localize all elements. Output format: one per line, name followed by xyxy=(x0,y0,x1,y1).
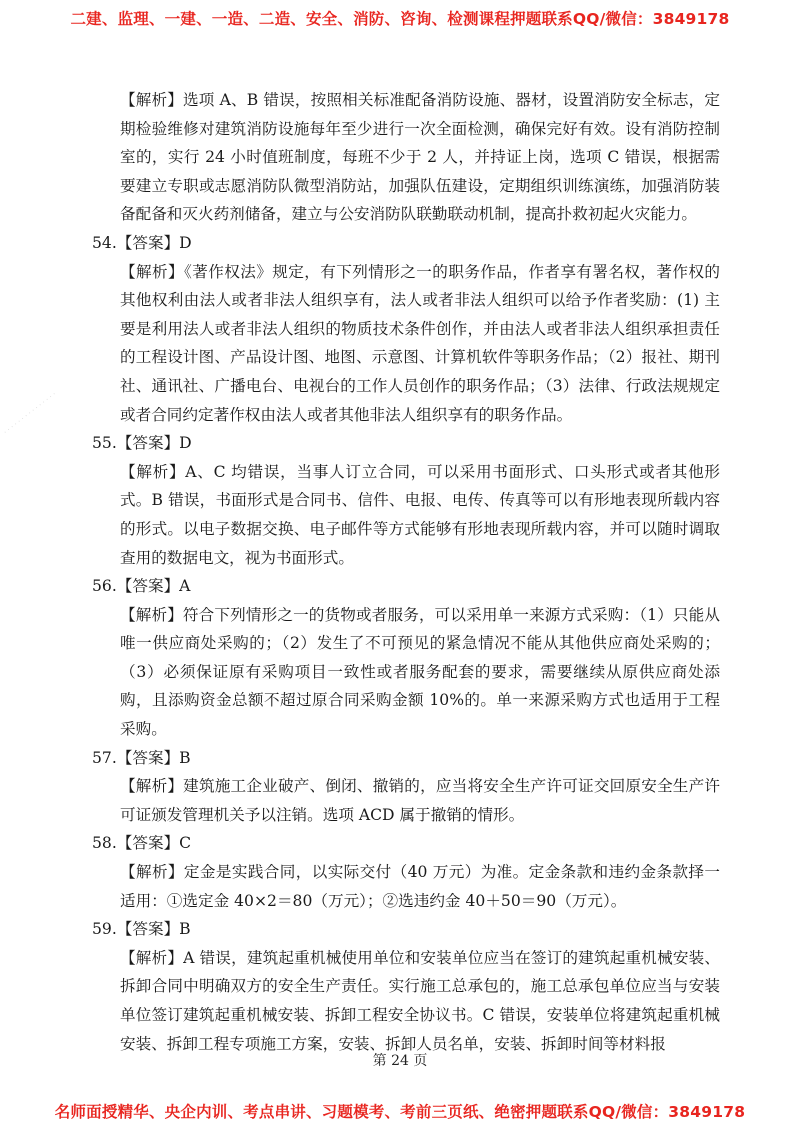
answer-57: 57.【答案】B xyxy=(92,748,191,767)
analysis-59: 【解析】A 错误，建筑起重机械使用单位和安装单位应当在签订的建筑起重机械安装、拆卸合同中明确双方的安全生产责任。实行施工总承包的，施工总承包单位应当与安装单位签订建筑起重机械安装、拆卸工程安全协议书。C 错误，安装单位将建筑起重机械安装、拆卸工程专项施工方案，安装、拆卸人员名单，安装、拆卸时间等材料报 xyxy=(120,948,720,1053)
answer-58: 58.【答案】C xyxy=(92,834,192,853)
analysis-55: 【解析】A、C 均错误，当事人订立合同，可以采用书面形式、口头形式或者其他形式。B 错误，书面形式是合同书、信件、电报、电传、传真等可以有形地表现所载内容的形式。以电子数据交换、电子邮件等方式能够有形地表现所载内容，并可以随时调取查用的数据电文，视为书面形式。 xyxy=(120,462,720,567)
analysis-58: 【解析】定金是实践合同，以实际交付（40 万元）为准。定金条款和违约金条款择一适用：①选定金 40×2＝80（万元）；②选违约金 40＋50＝90（万元）。 xyxy=(120,863,720,910)
analysis-54: 【解析】《著作权法》规定，有下列情形之一的职务作品，作者享有署名权，著作权的其他权利由法人或者非法人组织享有，法人或者非法人组织可以给予作者奖励：(1) 主要是利用法人或者非法人组织的物质技术条件创作，并由法人或者非法人组织承担责任的工程设计图、产品设计图、地图、示意图、计算机软件等职务作品；（2）报社、期刊社、通讯社、广播电台、电视台的工作人员创作的职务作品；（3）法律、行政法规规定或者合同约定著作权由法人或者其他非法人组织享有的职务作品。 xyxy=(120,262,720,424)
answer-55: 55.【答案】D xyxy=(92,434,192,453)
intro-analysis: 【解析】选项 A、B 错误，按照相关标准配备消防设施、器材，设置消防安全标志，定期检验维修对建筑消防设施每年至少进行一次全面检测，确保完好有效。设有消防控制室的，实行 24 小时值班制度，每班不少于 2 人，并持证上岗，选项 C 错误，根据需要建立专职或志愿消防队微型消防站，加强队伍建设，定期组织训练演练，加强消防装备配备和灭火药剂储备，建立与公安消防队联勤联动机制，提高扑救初起火灾能力。 xyxy=(120,91,720,224)
document-body xyxy=(92,86,720,1058)
answer-56: 56.【答案】A xyxy=(92,577,191,596)
answer-54: 54.【答案】D xyxy=(92,233,192,252)
page-number: 第 24 页 xyxy=(372,1053,428,1069)
top-contact-banner: 二建、监理、一建、一造、二造、安全、消防、咨询、检测课程押题联系QQ/微信：3849178 xyxy=(70,10,730,28)
bottom-contact-banner: 名师面授精华、央企内训、考点串讲、习题模考、考前三页纸、绝密押题联系QQ/微信：3849178 xyxy=(54,1103,746,1121)
analysis-56: 【解析】符合下列情形之一的货物或者服务，可以采用单一来源方式采购：（1）只能从唯一供应商处采购的；（2）发生了不可预见的紧急情况不能从其他供应商处采购的；（3）必须保证原有采购项目一致性或者服务配套的要求，需要继续从原供应商处添购，且添购资金总额不超过原合同采购金额 10%的。单一来源采购方式也适用于工程采购。 xyxy=(120,605,720,739)
answer-59: 59.【答案】B xyxy=(92,920,191,939)
faint-watermark: · · · · · · · · · · · · · · · xyxy=(2,390,58,437)
analysis-57: 【解析】建筑施工企业破产、倒闭、撤销的，应当将安全生产许可证交回原安全生产许可证颁发管理机关予以注销。选项 ACD 属于撤销的情形。 xyxy=(120,777,720,824)
